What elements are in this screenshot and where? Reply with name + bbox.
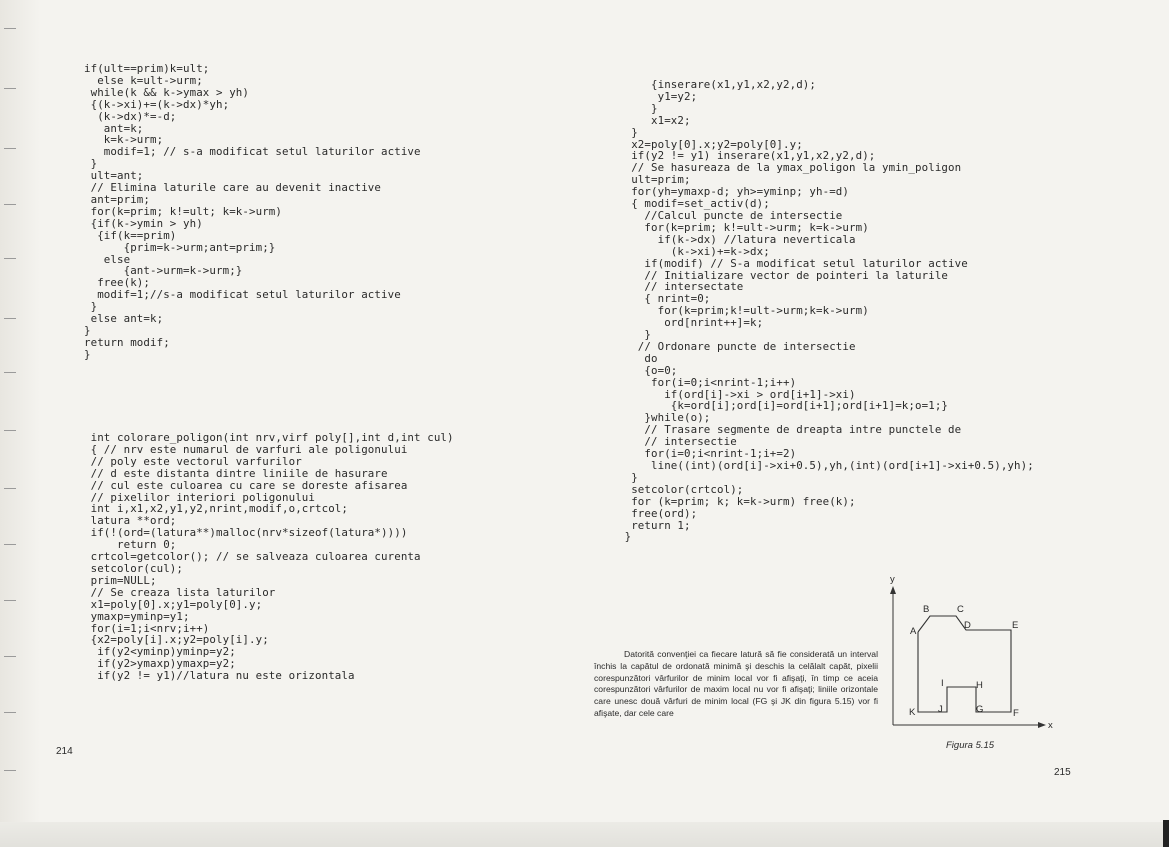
figure-caption: Figura 5.15 — [946, 740, 995, 751]
scanner-bottom-shade — [0, 822, 1169, 847]
margin-tick — [4, 656, 16, 657]
polygon-figure — [880, 570, 1070, 740]
page-number-left: 214 — [56, 746, 73, 757]
vertex-label: G — [976, 704, 984, 715]
margin-tick — [4, 148, 16, 149]
margin-tick — [4, 770, 16, 771]
code-listing-colorare-poligon: int colorare_poligon(int nrv,virf poly[],int d,int cul) { // nrv este numarul de varfuri ale poligonului // poly este vectorul varfurilor // d este distanta dintre liniile de hasurare // cul este culoarea cu care se doreste afisarea // pixelilor interiori poligonului int i,x1,x2,y1,y2,nrint,modif,o,crtcol; latura **ord; if(!(ord=(latura**)malloc(nrv*sizeof(latura*)))) return 0; crtcol=getcolor(); // se salveaza culoarea curenta setcolor(cul); prim=NULL; // Se creaza lista laturilor x1=poly[0].x;y1=poly[0].y; ymaxp=yminp=y1; for(i=1;i<nrv;i++) {x2=poly[i].x;y2=poly[i].y; if(y2<yminp)yminp=y2; if(y2>ymaxp)ymaxp=y2; if(y2 != y1)//latura nu este orizontala — [90, 431, 454, 683]
margin-tick — [4, 258, 16, 259]
margin-tick — [4, 712, 16, 713]
code-listing-set-activ-end: if(ult==prim)k=ult; else k=ult->urm; while(k && k->ymax > yh) {(k->xi)+=(k->dx)*yh; (k->dx)*=-d; ant=k; k=k->urm; modif=1; // s-a modificat setul laturilor active } ult=ant; // Elimina laturile care au devenit inactive ant=prim; for(k=prim; k!=ult; k=k->urm) {if(k->ymin > yh) {if(k==prim) {prim=k->urm;ant=prim;} else {ant->urm=k->urm;} free(k); modif=1;//s-a modificat setul laturilor active } else ant=k; } return modif; } — [84, 62, 421, 361]
body-paragraph: Datorită convenţiei ca fiecare latură să fie considerată un interval închis la capătul de ordonată minimă şi deschis la celălalt capăt, pixelii corespunzători vârfurilor de minim local vor fi afişaţi, în timp ce aceia corespunzători vârfurilor de maxim local nu vor fi afişaţi; liniile orizontale care unesc două vârfuri de minim local (FG şi JK din figura 5.15) vor fi afişate, dar cele care — [594, 649, 878, 718]
margin-tick — [4, 372, 16, 373]
scanner-edge — [1163, 820, 1169, 847]
margin-tick — [4, 28, 16, 29]
vertex-label: A — [910, 626, 917, 637]
margin-tick — [4, 600, 16, 601]
vertex-label: J — [938, 704, 943, 715]
vertex-label: K — [909, 707, 916, 718]
x-axis-arrow — [1038, 722, 1046, 728]
vertex-label: F — [1013, 708, 1019, 719]
margin-tick — [4, 488, 16, 489]
y-axis-label: y — [890, 574, 895, 585]
vertex-label: B — [923, 604, 930, 615]
code-listing-continuation: {inserare(x1,y1,x2,y2,d); y1=y2; } x1=x2; } x2=poly[0].x;y2=poly[0].y; if(y2 != y1) inserare(x1,y1,x2,y2,d); // Se hasureaza de la ymax_poligon la ymin_poligon ult=prim; for(yh=ymaxp-d; yh>=yminp; yh-=d) { modif=set_activ(d); //Calcul puncte de intersectie for(k=prim; k!=ult->urm; k=k->urm) if(k->dx) //latura neverticala (k->xi)+=k->dx; if(modif) // S-a modificat setul laturilor active // Initializare vector de pointeri la laturile // intersectate { nrint=0; for(k=prim;k!=ult->urm;k=k->urm) ord[nrint++]=k; } // Ordonare puncte de intersectie do {o=0; for(i=0;i<nrint-1;i++) if(ord[i]->xi > ord[i+1]->xi) {k=ord[i];ord[i]=ord[i+1];ord[i+1]=k;o=1;} }while(o); // Trasare segmente de dreapta intre punctele de // intersectie for(i=0;i<nrint-1;i+=2) line((int)(ord[i]->xi+0.5),yh,(int)(ord[i+1]->xi+0.5),yh); } setcolor(crtcol); for (k=prim; k; k=k->urm) free(k); free(ord); return 1; } — [624, 78, 1034, 544]
vertex-label: C — [957, 604, 964, 615]
vertex-label: D — [964, 620, 971, 631]
vertex-label: H — [976, 680, 983, 691]
vertex-label: E — [1012, 620, 1019, 631]
margin-tick — [4, 318, 16, 319]
left-margin-shadow — [0, 0, 40, 847]
x-axis-label: x — [1048, 720, 1053, 731]
margin-tick — [4, 88, 16, 89]
y-axis-arrow — [890, 586, 896, 594]
margin-tick — [4, 204, 16, 205]
page-number-right: 215 — [1054, 767, 1071, 778]
margin-tick — [4, 430, 16, 431]
vertex-label: I — [941, 678, 944, 689]
margin-tick — [4, 544, 16, 545]
